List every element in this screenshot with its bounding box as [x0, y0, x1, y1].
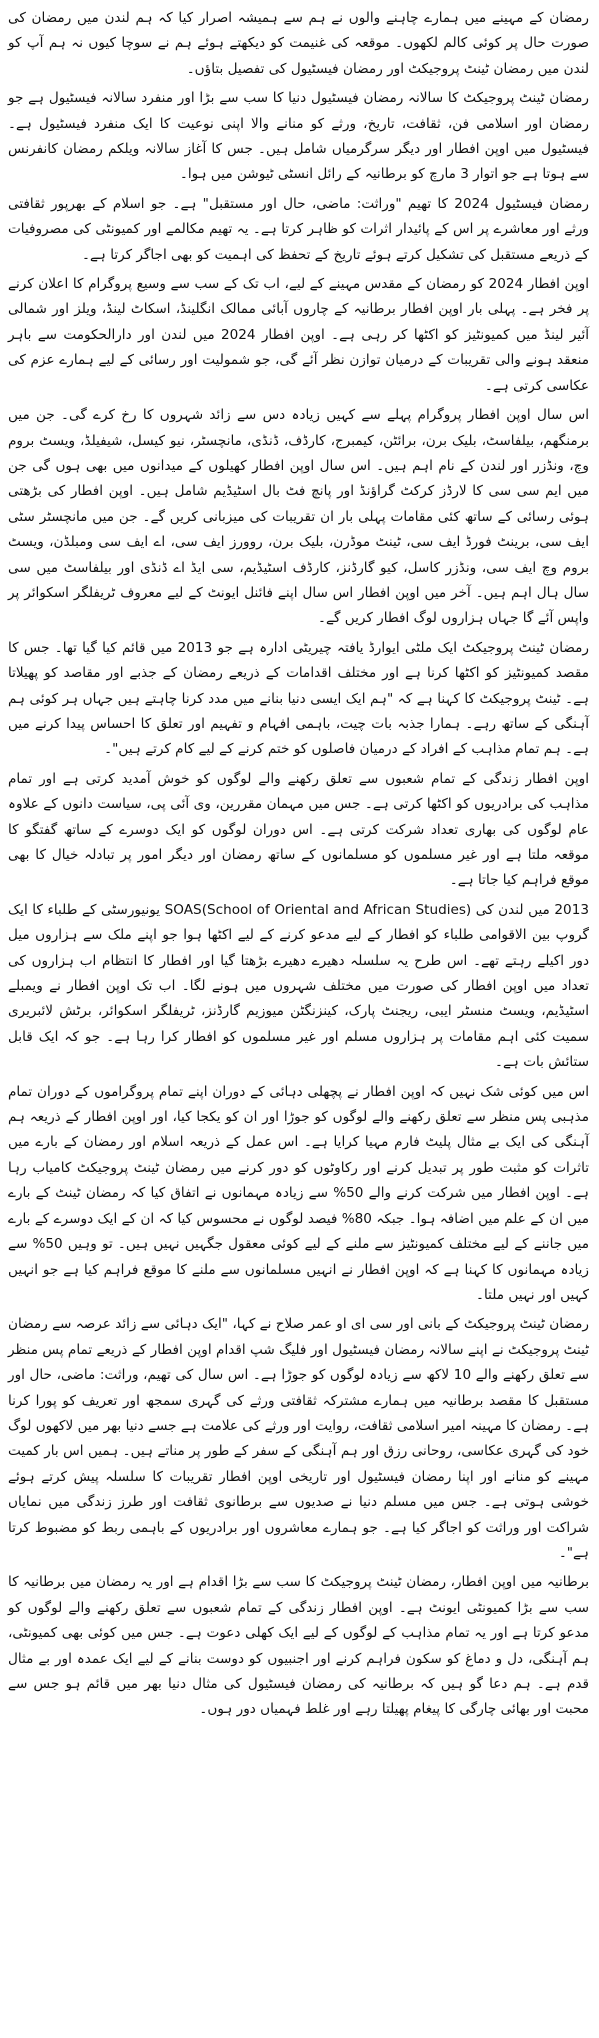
article-paragraph-7: اوپن افطار زندگی کے تمام شعبوں سے تعلق رکھنے والے لوگوں کو خوش آمدید کرتی ہے اور تمام مذاہب کی برادریوں کو اکٹھا کرتی ہے۔ جس میں مہمان مقررین، وی آئی پی، سیاست دانوں کے علاوہ عام لوگوں کی بھاری تعداد شرکت کرتی ہے۔ اس دوران لوگوں کو ایک دوسرے کے ساتھ گفتگو کا موقعہ ملتا ہے اور غیر مسلموں کو مسلمانوں کے ساتھ رمضان اور دیگر امور پر تبادلہ خیال کا بھی موقع فراہم کیا جاتا ہے۔ — [8, 770, 589, 889]
article-paragraph-11: برطانیہ میں اوپن افطار، رمضان ٹینٹ پروجیکٹ کا سب سے بڑا اقدام ہے اور یہ رمضان میں برطانیہ کا سب سے بڑا کمیونٹی ایونٹ ہے۔ اوپن افطار زندگی کے تمام شعبوں سے تعلق رکھنے والے لوگوں کو مدعو کرتا ہے اور یہ تمام مذاہب کے لوگوں کے لیے ایک کھلی دعوت ہے۔ جس میں کوئی بھی کمیونٹی، ہم آہنگی، دل و دماغ کو سکون فراہم کرنے اور اجنبیوں کو دوست بنانے کے لیے ایک عمدہ اور بے مثال قدم ہے۔ ہم دعا گو ہیں کہ برطانیہ کی رمضان فیسٹیول کی مثال دنیا بھر میں قائم ہو جس سے محبت اور بھائی چارگی کا پیغام پھیلتا رہے اور غلط فہمیاں دور ہوں۔ — [8, 1574, 589, 1718]
article-paragraph-1: رمضان کے مہینے میں ہمارے چاہنے والوں نے ہم سے ہمیشہ اصرار کیا کہ ہم لندن میں رمضان کی صورت حال پر کوئی کالم لکھوں۔ موقعہ کی غنیمت کو دیکھتے ہوئے ہم نے سوچا کیوں نہ ہم آپ کو لندن میں رمضان ٹینٹ پروجیکٹ اور رمضان فیسٹیول کی تفصیل بتاؤں۔ — [8, 10, 589, 77]
article-paragraph-3: رمضان فیسٹیول 2024 کا تھیم "وراثت: ماضی، حال اور مستقبل" ہے۔ جو اسلام کے بھرپور ثقافتی ورثے اور معاشرے پر اس کے پائیدار اثرات کو ظاہر کرتا ہے۔ یہ تھیم مکالمے اور کمیونٹی کی مصروفیات کے ذریعے مستقبل کی تشکیل کرتے ہوئے تاریخ کے تحفظ کی اہمیت کو بھی اجاگر کرتا ہے۔ — [8, 195, 589, 263]
article-paragraph-8: 2013 میں لندن کی SOAS(School of Oriental and African Studies) یونیورسٹی کے طلباء کا ایک گروپ بین الاقوامی طلباء کو افطار کے لیے مدعو کرنے کے لیے اکٹھا ہوا جو اپنے ملک سے ہزاروں میل دور اکیلے رہتے تھے۔ اس طرح یہ سلسلہ دھیرے دھیرے بڑھتا گیا اور افطار کا انتظام اب ہزاروں کی تعداد میں اوپن افطار کی صورت میں مختلف شہروں میں ہونے لگا۔ اب تک اوپن افطار نے ویمبلے اسٹیڈیم، ویسٹ منسٹر ایبی، ریجنٹ پارک، کینزنگٹن میوزیم گارڈنز، ٹریفلگر اسکوائر، برٹش لائبریری سمیت کئی اہم مقامات پر ہزاروں مسلم اور غیر مسلموں کو افطار کرا رہا ہے۔ جو کہ ایک قابل ستائش بات ہے۔ — [8, 901, 590, 1071]
article-paragraph-6: رمضان ٹینٹ پروجیکٹ ایک ملٹی ایوارڈ یافتہ چیریٹی ادارہ ہے جو 2013 میں قائم کیا گیا تھا۔ جس کا مقصد کمیونٹیز کو اکٹھا کرنا ہے اور مختلف اقدامات کے ذریعے رمضان کے جذبے اور مقاصد کو پھیلاتا ہے۔ ٹینٹ پروجیکٹ کا کہنا ہے کہ "ہم ایک ایسی دنیا بنانے میں مدد کرنا چاہتے ہیں جہاں ہر کوئی ہم آہنگی کے ساتھ رہے۔ ہمارا جذبہ بات چیت، باہمی افہام و تفہیم اور تعلق کا احساس پیدا کرنے میں ہے۔ ہم تمام مذاہب کے افراد کے درمیان فاصلوں کو ختم کرنے کے لیے کام کرتے ہیں"۔ — [8, 639, 589, 758]
article-paragraph-5: اس سال اوپن افطار پروگرام پہلے سے کہیں زیادہ دس سے زائد شہروں کا رخ کرے گی۔ جن میں برمنگھم، بیلفاسٹ، بلیک برن، برائٹن، کیمبرج، کارڈف، ڈنڈی، مانچسٹر، نیو کیسل، شیفیلڈ، ویسٹ بروم وچ، ونڈزر اور لندن کے نام اہم ہیں۔ اس سال اوپن افطار کھیلوں کے میدانوں میں بھی ہوں گی جن میں ایم سی سی کا لارڈز کرکٹ گراؤنڈ اور پانچ فٹ بال اسٹیڈیم شامل ہیں۔ اوپن افطار کی بڑھتی ہوئی رسائی کے ساتھ کئی مقامات پہلی بار ان تقریبات کی میزبانی کریں گے۔ جن میں مانچسٹر سٹی ایف سی، برینٹ فورڈ ایف سی، ٹینٹ موڈرن، بلیک برن، روورز ایف سی، اے ایف سی ومبلڈن، ویسٹ بروم وچ ایف سی، ونڈزر کاسل، کیو گارڈنز، کارڈف اسٹیڈیم، سی ایڈ اے ڈنڈی اور بیلفاسٹ میں سی سال ہال اہم ہیں۔ آخر میں اوپن افطار اس سال اپنے فائنل ایونٹ کے لیے معروف ٹریفلگر اسکوائر پر واپس آئے گا جہاں ہزاروں لوگ افطار کریں گے۔ — [8, 407, 589, 627]
article-paragraph-10: رمضان ٹینٹ پروجیکٹ کے بانی اور سی ای او عمر صلاح نے کہا، "ایک دہائی سے زائد عرصہ سے رمضان ٹینٹ پروجیکٹ نے اپنے سالانہ رمضان فیسٹیول اور فلیگ شپ اقدام اوپن افطار کے ذریعے تمام پس منظر سے تعلق رکھنے والے 10 لاکھ سے زیادہ لوگوں کو جوڑا ہے۔ اس سال کی تھیم، وراثت: ماضی، حال اور مستقبل کا مقصد برطانیہ میں ہمارے مشترکہ ثقافتی ورثے کی گہری سمجھ اور تعریف کو پورا کرنا ہے۔ رمضان کا مہینہ امیر اسلامی ثقافت، روایت اور ورثے کی علامت ہے جسے دنیا بھر میں لاکھوں لوگ خود کی گہری عکاسی، روحانی رزق اور ہم آہنگی کے سفر کے طور پر مناتے ہیں۔ ہمیں اس بار کمیت مہینے کو منانے اور اپنا رمضان فیسٹیول اور تاریخی اوپن افطار تقریبات کا سلسلہ پیش کرتے ہوئے خوشی ہوتی ہے۔ جس میں مسلم دنیا نے صدیوں سے برطانوی ثقافت اور طرز زندگی میں نمایاں شراکت اور وراثت کو اجاگر کیا ہے۔ جو ہمارے معاشروں اور برادریوں کے باہمی ربط کو مضبوط کرتا ہے"۔ — [8, 1316, 589, 1561]
article-paragraph-9: اس میں کوئی شک نہیں کہ اوپن افطار نے پچھلی دہائی کے دوران اپنے تمام پروگراموں کے دوران تمام مذہبی پس منظر سے تعلق رکھنے والے لوگوں کو جوڑا اور ان کو یکجا کیا، اور اوپن افطار کے ذریعہ ہم آہنگی کی ایک بے مثال پلیٹ فارم مہیا کرایا ہے۔ اس عمل کے ذریعہ اسلام اور رمضان کے بارے میں تاثرات کو مثبت طور پر تبدیل کرنے اور رکاوٹوں کو دور کرنے میں رمضان ٹینٹ پروجیکٹ کامیاب رہا ہے۔ اوپن افطار میں شرکت کرنے والے 50% سے زیادہ مہمانوں نے اتفاق کیا کہ رمضان ٹینٹ کے بارے میں ان کے علم میں اضافہ ہوا۔ جبکہ 80% فیصد لوگوں نے محسوس کیا کہ ان کے ایک دوسرے کے بارے میں جاننے کے لیے مختلف کمیونٹیز سے ملنے کے لیے کوئی معقول جگہیں نہیں ہیں۔ تو وہیں 50% سے زیادہ مہمانوں کا کہنا ہے کہ اوپن افطار نے انہیں مسلمانوں سے ملنے کا موقع فراہم کیا ہے جو انہیں کہیں اور نہیں ملتا۔ — [8, 1083, 590, 1303]
article-paragraph-4: اوپن افطار 2024 کو رمضان کے مقدس مہینے کے لیے، اب تک کے سب سے وسیع پروگرام کا اعلان کرنے پر فخر ہے۔ پہلی بار اوپن افطار برطانیہ کے چاروں آبائی ممالک انگلینڈ، اسکاٹ لینڈ، ویلز اور شمالی آئیر لینڈ میں کمیونٹیز کو اکٹھا کر رہی ہے۔ اوپن افطار 2024 میں لندن اور دارالحکومت سے باہر منعقد ہونے والی تقریبات کے درمیان توازن نظر آئے گی، جو شمولیت اور رسائی کے لیے ہمارے عزم کی عکاسی کرتی ہے۔ — [8, 276, 590, 394]
article-paragraph-2: رمضان ٹینٹ پروجیکٹ کا سالانہ رمضان فیسٹیول دنیا کا سب سے بڑا اور منفرد سالانہ فیسٹیول ہے جو رمضان اور اسلامی فن، ثقافت، تاریخ، ورثے کو منانے والا اپنی نوعیت کا ایک منفرد فیسٹیول ہے۔ فیسٹیول میں اوپن افطار اور دیگر سرگرمیاں شامل ہیں۔ جس کا آغاز سالانہ ویلکم رمضان کانفرنس سے ہوتا ہے جو اتوار 3 مارچ کو برطانیہ کے رائل انسٹی ٹیوشن میں ہوا۔ — [8, 90, 589, 183]
